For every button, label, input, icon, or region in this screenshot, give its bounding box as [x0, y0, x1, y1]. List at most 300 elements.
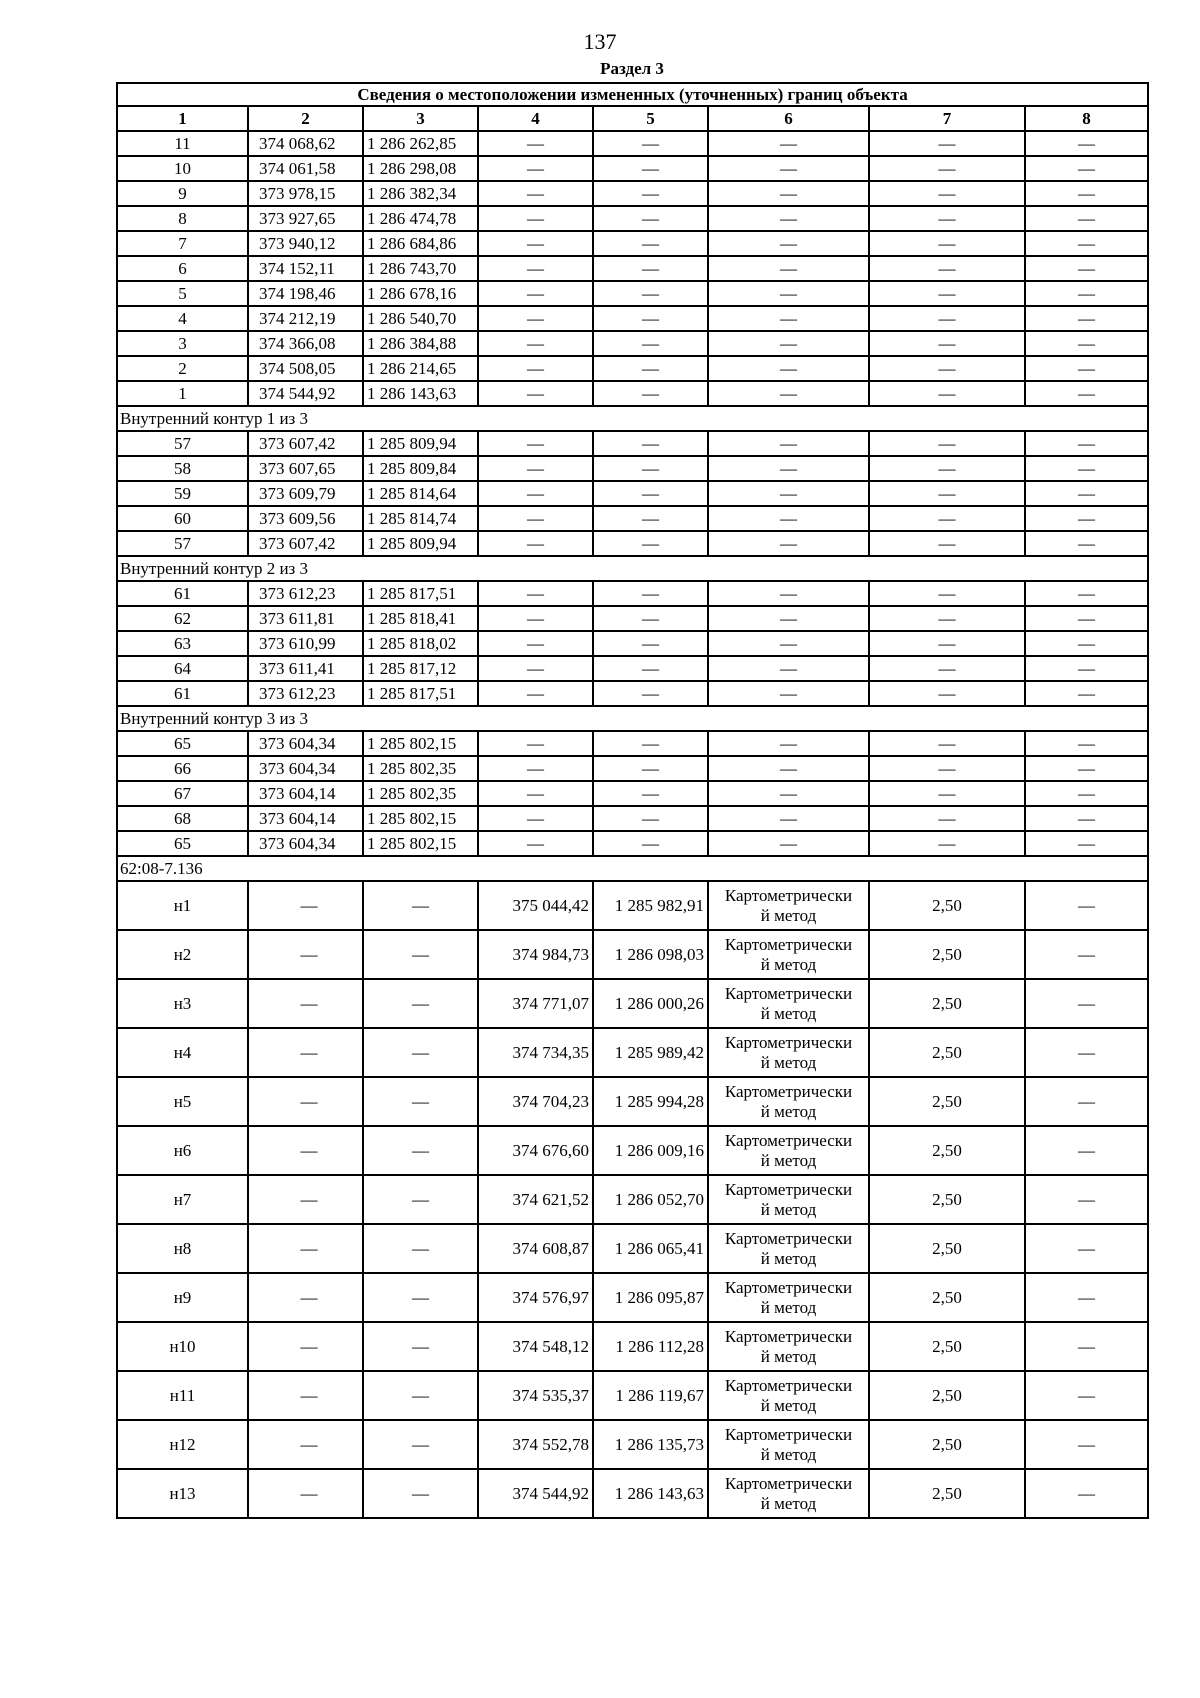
table-cell: —: [1025, 281, 1148, 306]
contour-label-row: [117, 706, 1148, 731]
table-row: [117, 1371, 1148, 1420]
table-cell: —: [248, 1469, 363, 1518]
table-cell: 65: [117, 831, 248, 856]
table-cell: 1 286 298,08: [363, 156, 478, 181]
table-cell: —: [593, 281, 708, 306]
table-row: [117, 881, 1148, 930]
table-row: [117, 506, 1148, 531]
table-cell: н2: [117, 930, 248, 979]
table-cell: [708, 979, 869, 1028]
table-cell: 67: [117, 781, 248, 806]
table-row: [117, 381, 1148, 406]
table-cell: —: [478, 731, 593, 756]
table-cell: 1 286 678,16: [363, 281, 478, 306]
table-cell: —: [869, 456, 1025, 481]
table-cell: —: [593, 481, 708, 506]
table-cell: —: [869, 381, 1025, 406]
column-header: 6: [708, 106, 869, 131]
table-cell: —: [478, 206, 593, 231]
table-row: [117, 431, 1148, 456]
table-cell: 68: [117, 806, 248, 831]
table-cell: н10: [117, 1322, 248, 1371]
table-cell: 1 286 474,78: [363, 206, 478, 231]
table-cell: —: [1025, 531, 1148, 556]
table-cell: —: [869, 156, 1025, 181]
table-cell: —: [248, 1322, 363, 1371]
table-cell: —: [478, 756, 593, 781]
table-cell: —: [708, 131, 869, 156]
table-cell: —: [593, 581, 708, 606]
table-cell: 374 508,05: [248, 356, 363, 381]
table-cell: н11: [117, 1371, 248, 1420]
column-header: 3: [363, 106, 478, 131]
table-cell: 2,50: [869, 1028, 1025, 1077]
table-cell: —: [869, 256, 1025, 281]
table-cell: —: [478, 656, 593, 681]
table-cell: —: [708, 181, 869, 206]
table-row: [117, 606, 1148, 631]
table-cell: н4: [117, 1028, 248, 1077]
table-cell: 1 286 119,67: [593, 1371, 708, 1420]
table-cell: —: [593, 306, 708, 331]
table-cell: —: [708, 731, 869, 756]
method-text: Картометрически: [724, 983, 853, 1003]
table-cell: 57: [117, 431, 248, 456]
method-text: й метод: [760, 1052, 817, 1072]
table-cell: —: [1025, 1273, 1148, 1322]
table-cell: —: [593, 756, 708, 781]
table-cell: —: [869, 206, 1025, 231]
table-row: [117, 1126, 1148, 1175]
table-cell: 9: [117, 181, 248, 206]
table-cell: 1 285 989,42: [593, 1028, 708, 1077]
table-cell: 1 286 000,26: [593, 979, 708, 1028]
table-cell: н12: [117, 1420, 248, 1469]
table-cell: —: [869, 306, 1025, 331]
method-text: й метод: [760, 1297, 817, 1317]
table-cell: 1 285 817,12: [363, 656, 478, 681]
table-cell: —: [708, 231, 869, 256]
table-cell: —: [593, 156, 708, 181]
table-row: [117, 1322, 1148, 1371]
table-cell: 62: [117, 606, 248, 631]
table-cell: 1 285 818,02: [363, 631, 478, 656]
page-number: 137: [583, 29, 617, 54]
table-cell: 4: [117, 306, 248, 331]
method-text: Картометрически: [724, 885, 853, 905]
method-text: Картометрически: [724, 1130, 853, 1150]
table-cell: —: [593, 681, 708, 706]
table-cell: н13: [117, 1469, 248, 1518]
table-cell: 373 612,23: [248, 681, 363, 706]
contour-label-row: [117, 856, 1148, 881]
table-row: [117, 1175, 1148, 1224]
table-cell: —: [1025, 131, 1148, 156]
table-cell: 2,50: [869, 979, 1025, 1028]
table-cell: —: [593, 806, 708, 831]
column-header: 4: [478, 106, 593, 131]
table-cell: —: [478, 456, 593, 481]
table-cell: 1 286 098,03: [593, 930, 708, 979]
method-text: Картометрически: [724, 1179, 853, 1199]
table-cell: [708, 1322, 869, 1371]
column-header: 7: [869, 106, 1025, 131]
table-cell: 373 604,34: [248, 756, 363, 781]
table-cell: 375 044,42: [478, 881, 593, 930]
table-cell: —: [1025, 681, 1148, 706]
table-cell: [708, 1175, 869, 1224]
table-row: [117, 231, 1148, 256]
table-row: [117, 756, 1148, 781]
table-cell: —: [869, 331, 1025, 356]
table-cell: —: [363, 1028, 478, 1077]
table-row: [117, 331, 1148, 356]
table-cell: 374 621,52: [478, 1175, 593, 1224]
table-cell: —: [869, 581, 1025, 606]
column-header: 1: [117, 106, 248, 131]
table-cell: [708, 930, 869, 979]
table-cell: 1 286 052,70: [593, 1175, 708, 1224]
table-cell: —: [869, 131, 1025, 156]
table-cell: 63: [117, 631, 248, 656]
table-cell: —: [593, 631, 708, 656]
table-cell: [708, 1420, 869, 1469]
table-cell: —: [593, 531, 708, 556]
table-cell: 2,50: [869, 930, 1025, 979]
table-body: [117, 131, 1148, 1518]
table-cell: [708, 1469, 869, 1518]
table-cell: —: [478, 781, 593, 806]
table-cell: 374 734,35: [478, 1028, 593, 1077]
table-cell: —: [708, 781, 869, 806]
table-cell: —: [869, 656, 1025, 681]
table-cell: —: [593, 656, 708, 681]
table-cell: 6: [117, 256, 248, 281]
table-row: [117, 131, 1148, 156]
table-cell: —: [1025, 481, 1148, 506]
table-cell: —: [593, 606, 708, 631]
table-cell: 59: [117, 481, 248, 506]
table-cell: —: [593, 206, 708, 231]
table-cell: —: [1025, 656, 1148, 681]
table-cell: 1 285 809,94: [363, 431, 478, 456]
table-cell: 1 286 112,28: [593, 1322, 708, 1371]
table-cell: 374 576,97: [478, 1273, 593, 1322]
method-text: й метод: [760, 1395, 817, 1415]
table-row: [117, 531, 1148, 556]
table-cell: —: [869, 531, 1025, 556]
table-cell: —: [248, 1224, 363, 1273]
table-cell: 2,50: [869, 1175, 1025, 1224]
table-cell: —: [248, 1371, 363, 1420]
contour-label-row: [117, 556, 1148, 581]
method-text: Картометрически: [724, 1081, 853, 1101]
table-cell: —: [869, 731, 1025, 756]
table-cell: —: [478, 681, 593, 706]
table-cell: 8: [117, 206, 248, 231]
table-cell: —: [708, 581, 869, 606]
method-text: Картометрически: [724, 1424, 853, 1444]
table-cell: —: [1025, 979, 1148, 1028]
table-cell: —: [248, 979, 363, 1028]
table-cell: 1 286 143,63: [593, 1469, 708, 1518]
table-cell: —: [1025, 506, 1148, 531]
table-cell: —: [708, 331, 869, 356]
table-cell: 1 285 814,74: [363, 506, 478, 531]
table-cell: 1 285 994,28: [593, 1077, 708, 1126]
table-cell: —: [593, 831, 708, 856]
table-cell: 2,50: [869, 1420, 1025, 1469]
table-cell: —: [1025, 206, 1148, 231]
table-row: [117, 1077, 1148, 1126]
table-cell: —: [478, 381, 593, 406]
table-cell: 374 544,92: [248, 381, 363, 406]
table-cell: 2,50: [869, 1224, 1025, 1273]
table-cell: —: [363, 1420, 478, 1469]
table-cell: —: [869, 631, 1025, 656]
table-cell: 374 212,19: [248, 306, 363, 331]
table-cell: 60: [117, 506, 248, 531]
table-cell: —: [869, 681, 1025, 706]
contour-label: Внутренний контур 1 из 3: [117, 406, 1148, 431]
method-text: й метод: [760, 1444, 817, 1464]
contour-label: 62:08-7.136: [117, 856, 1148, 881]
table-cell: 58: [117, 456, 248, 481]
method-text: Картометрически: [724, 1032, 853, 1052]
table-cell: —: [363, 930, 478, 979]
table-cell: —: [1025, 306, 1148, 331]
table-cell: —: [1025, 331, 1148, 356]
table-cell: —: [708, 631, 869, 656]
table-cell: —: [363, 1371, 478, 1420]
table-cell: 1 286 135,73: [593, 1420, 708, 1469]
table-row: [117, 831, 1148, 856]
table-cell: 374 548,12: [478, 1322, 593, 1371]
table-row: [117, 631, 1148, 656]
table-cell: —: [1025, 1469, 1148, 1518]
table-cell: 65: [117, 731, 248, 756]
table-cell: 374 608,87: [478, 1224, 593, 1273]
table-cell: 374 198,46: [248, 281, 363, 306]
table-cell: н3: [117, 979, 248, 1028]
table-cell: 1 286 065,41: [593, 1224, 708, 1273]
table-cell: —: [593, 431, 708, 456]
table-cell: —: [248, 881, 363, 930]
table-cell: —: [1025, 181, 1148, 206]
table-cell: —: [1025, 881, 1148, 930]
table-cell: —: [708, 481, 869, 506]
table-cell: 2,50: [869, 1322, 1025, 1371]
table-cell: [708, 1224, 869, 1273]
table-cell: —: [593, 231, 708, 256]
table-cell: —: [248, 930, 363, 979]
table-cell: —: [478, 581, 593, 606]
table-cell: [708, 1371, 869, 1420]
table-cell: —: [1025, 1420, 1148, 1469]
table-cell: [708, 1028, 869, 1077]
table-row: [117, 681, 1148, 706]
table-cell: 1 285 814,64: [363, 481, 478, 506]
table-cell: —: [478, 331, 593, 356]
table-cell: —: [869, 806, 1025, 831]
table-cell: —: [478, 131, 593, 156]
table-cell: 2,50: [869, 1469, 1025, 1518]
table-cell: —: [869, 831, 1025, 856]
table-row: [117, 156, 1148, 181]
table-cell: 1 286 743,70: [363, 256, 478, 281]
table-cell: 374 068,62: [248, 131, 363, 156]
table-cell: —: [708, 806, 869, 831]
table-cell: —: [708, 206, 869, 231]
table-cell: —: [708, 431, 869, 456]
table-cell: 373 609,56: [248, 506, 363, 531]
table-cell: —: [708, 456, 869, 481]
table-cell: —: [248, 1273, 363, 1322]
table-cell: 374 544,92: [478, 1469, 593, 1518]
table-cell: 1 286 143,63: [363, 381, 478, 406]
table-cell: —: [708, 281, 869, 306]
table-cell: 2,50: [869, 1273, 1025, 1322]
table-cell: —: [593, 506, 708, 531]
table-cell: —: [593, 731, 708, 756]
table-cell: —: [708, 256, 869, 281]
table-row: [117, 456, 1148, 481]
table-row: [117, 930, 1148, 979]
table-cell: [708, 1273, 869, 1322]
table-cell: 1 285 817,51: [363, 681, 478, 706]
table-cell: —: [248, 1077, 363, 1126]
table-cell: —: [478, 631, 593, 656]
table-row: [117, 979, 1148, 1028]
table-cell: 373 927,65: [248, 206, 363, 231]
table-cell: [708, 1126, 869, 1175]
table-cell: —: [478, 256, 593, 281]
table-row: [117, 256, 1148, 281]
table-cell: —: [593, 331, 708, 356]
table-cell: —: [869, 756, 1025, 781]
table-cell: н5: [117, 1077, 248, 1126]
table-cell: 2,50: [869, 1077, 1025, 1126]
table-row: [117, 206, 1148, 231]
table-cell: —: [478, 356, 593, 381]
table-cell: —: [869, 231, 1025, 256]
table-title: Сведения о местоположении измененных (уточненных) границ объекта: [117, 83, 1148, 106]
table-row: [117, 181, 1148, 206]
column-header: 5: [593, 106, 708, 131]
table-cell: 374 704,23: [478, 1077, 593, 1126]
table-cell: 1 285 802,15: [363, 731, 478, 756]
method-text: й метод: [760, 1199, 817, 1219]
method-text: й метод: [760, 1248, 817, 1268]
table-row: [117, 356, 1148, 381]
table-cell: —: [478, 156, 593, 181]
table-cell: —: [1025, 1175, 1148, 1224]
table-cell: —: [478, 506, 593, 531]
table-cell: —: [593, 781, 708, 806]
method-text: Картометрически: [724, 1326, 853, 1346]
table-row: [117, 1224, 1148, 1273]
table-cell: —: [478, 431, 593, 456]
table-cell: 1 286 540,70: [363, 306, 478, 331]
table-cell: —: [1025, 606, 1148, 631]
table-cell: —: [248, 1420, 363, 1469]
table-cell: [708, 1077, 869, 1126]
table-cell: н1: [117, 881, 248, 930]
table-row: [117, 581, 1148, 606]
table-cell: 10: [117, 156, 248, 181]
table-cell: —: [869, 181, 1025, 206]
table-cell: —: [869, 281, 1025, 306]
method-text: й метод: [760, 1150, 817, 1170]
method-text: Картометрически: [724, 1375, 853, 1395]
table-cell: н6: [117, 1126, 248, 1175]
table-cell: —: [708, 156, 869, 181]
table-cell: —: [1025, 381, 1148, 406]
table-cell: —: [478, 281, 593, 306]
table-cell: —: [869, 481, 1025, 506]
table-cell: —: [1025, 581, 1148, 606]
table-cell: н7: [117, 1175, 248, 1224]
table-cell: —: [869, 506, 1025, 531]
table-cell: 1 286 095,87: [593, 1273, 708, 1322]
table-cell: 66: [117, 756, 248, 781]
table-cell: 373 604,14: [248, 806, 363, 831]
table-cell: 2: [117, 356, 248, 381]
table-cell: —: [1025, 831, 1148, 856]
table-cell: 61: [117, 681, 248, 706]
table-cell: 373 604,34: [248, 731, 363, 756]
table-cell: 2,50: [869, 1126, 1025, 1175]
table-cell: 57: [117, 531, 248, 556]
table-cell: —: [708, 506, 869, 531]
method-text: й метод: [760, 1346, 817, 1366]
table-cell: —: [869, 781, 1025, 806]
table-cell: н8: [117, 1224, 248, 1273]
section-label: Раздел 3: [600, 59, 664, 78]
table-cell: 61: [117, 581, 248, 606]
table-cell: —: [363, 979, 478, 1028]
table-cell: 1 285 802,15: [363, 831, 478, 856]
table-cell: —: [478, 181, 593, 206]
table-cell: —: [1025, 256, 1148, 281]
table-cell: 373 607,42: [248, 531, 363, 556]
table-cell: 373 611,41: [248, 656, 363, 681]
table-cell: —: [708, 656, 869, 681]
table-cell: 373 610,99: [248, 631, 363, 656]
table-cell: —: [869, 431, 1025, 456]
table-cell: 7: [117, 231, 248, 256]
table-cell: —: [593, 456, 708, 481]
contour-label: Внутренний контур 2 из 3: [117, 556, 1148, 581]
table-row: [117, 1420, 1148, 1469]
table-cell: —: [248, 1175, 363, 1224]
table-cell: —: [593, 256, 708, 281]
table-cell: —: [1025, 1126, 1148, 1175]
table-cell: н9: [117, 1273, 248, 1322]
table-title-row: [117, 83, 1148, 106]
column-header: 2: [248, 106, 363, 131]
table-cell: 1 285 818,41: [363, 606, 478, 631]
table-cell: 374 061,58: [248, 156, 363, 181]
table-cell: 374 552,78: [478, 1420, 593, 1469]
table-cell: —: [248, 1126, 363, 1175]
table-cell: —: [869, 606, 1025, 631]
table-cell: 1 285 802,15: [363, 806, 478, 831]
table-row: [117, 1469, 1148, 1518]
table-cell: —: [363, 1469, 478, 1518]
table-row: [117, 1028, 1148, 1077]
table-cell: —: [363, 1224, 478, 1273]
